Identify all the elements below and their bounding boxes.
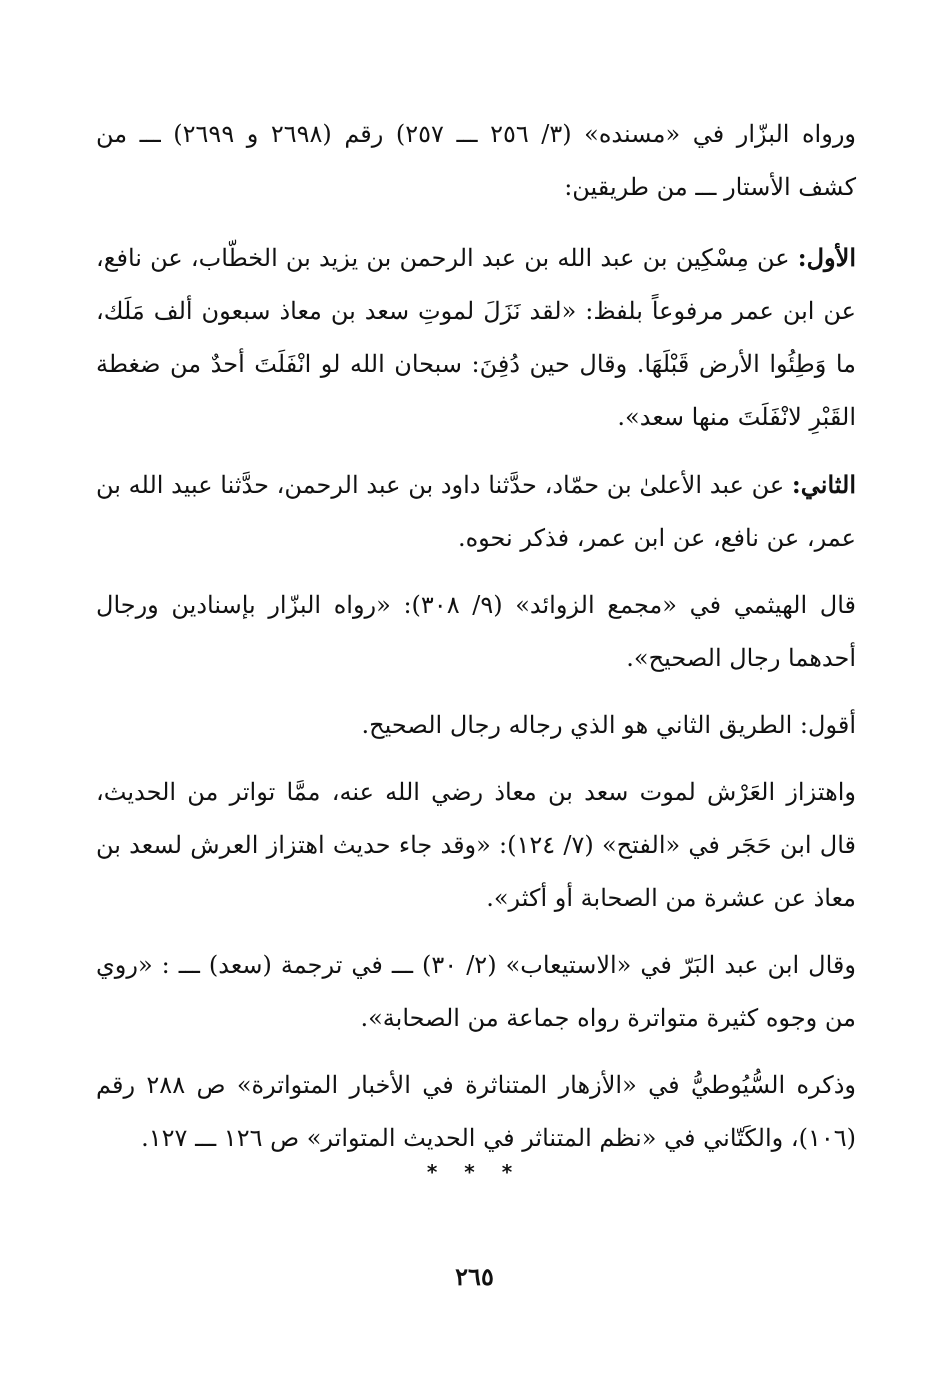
paragraph-comment: أقول: الطريق الثاني هو الذي رجاله رجال الصحيح. — [361, 711, 856, 739]
label-first: الأول: — [797, 243, 856, 272]
paragraph-istiab: وقال ابن عبد البَرّ في «الاستيعاب» (٢/ ٣٠) ـــ في ترجمة (سعد) ـــ : «روي من وجوه كثيرة متواترة رواه جماعة من الصحابة». — [96, 951, 856, 1032]
paragraph-second-route — [96, 458, 856, 565]
text-first: عن مِسْكِين بن عبد الله بن عبد الرحمن بن يزيد بن الخطّاب، عن نافع، عن ابن عمر مرفوعاً بلفظ: «لقد نَزَلَ لموتِ سعد بن معاذ سبعون ألف مَلَك، ما وَطِئُوا الأرض قَبْلَهَا. وقال حين دُفِنَ: سبحان الله لو انْفَلَتَ أحدٌ من ضغطة القَبْرِ لانْفَلَتَ منها سعد». — [96, 244, 856, 431]
label-second: الثاني: — [791, 470, 856, 499]
page-number: ٢٦٥ — [455, 1262, 494, 1291]
paragraph-throne: واهتزاز العَرْش لموت سعد بن معاذ رضي الله عنه، ممَّا تواتر من الحديث، قال ابن حَجَر في «الفتح» (٧/ ١٢٤): «وقد جاء حديث اهتزاز العرش لسعد بن معاذ عن عشرة من الصحابة أو أكثر». — [96, 778, 856, 912]
paragraph-first-route — [96, 231, 856, 444]
paragraph-intro: ورواه البزّار في «مسنده» (٣/ ٢٥٦ ـــ ٢٥٧) رقم (٢٦٩٨ و ٢٦٩٩) ـــ من كشف الأستار ـــ من طريقين: — [96, 120, 856, 201]
section-separator: * * * — [426, 1160, 523, 1184]
paragraph-suyuti: وذكره السُّيُوطيُّ في «الأزهار المتناثرة في الأخبار المتواترة» ص ٢٨٨ رقم (١٠٦)، والكَتّاني في «نظم المتناثر في الحديث المتواتر» ص ١٢٦ ـــ ١٢٧. — [96, 1071, 856, 1152]
text-second: عن عبد الأعلىٰ بن حمّاد، حدَّثنا داود بن عبد الرحمن، حدَّثنا عبيد الله بن عمر، عن نافع، عن ابن عمر، فذكر نحوه. — [96, 471, 856, 552]
page-body — [96, 108, 856, 1165]
paragraph-haythami: قال الهيثمي في «مجمع الزوائد» (٩/ ٣٠٨): «رواه البزّار بإسنادين ورجال أحدهما رجال الصحيح». — [96, 591, 856, 672]
